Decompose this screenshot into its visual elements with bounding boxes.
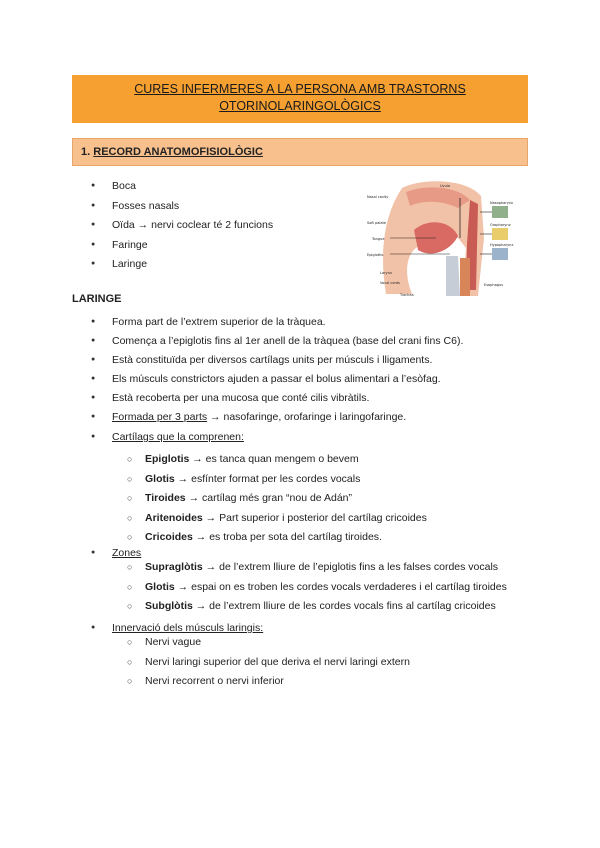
- list-item: ○ Nervi recorrent o nervi inferior: [145, 674, 410, 688]
- list-item: [145, 491, 427, 505]
- innervacio-sublist: [145, 635, 410, 688]
- list-item: ● Oïda → nervi coclear té 2 funcions: [112, 218, 273, 232]
- laringe-list: [112, 315, 463, 449]
- desc: → esfínter format per les cordes vocals: [174, 472, 361, 485]
- innervacio-list: [112, 621, 263, 635]
- list-item: ● Boca: [112, 179, 273, 193]
- label-trachea: Trachea: [400, 293, 414, 297]
- list-item: ● Faringe: [112, 238, 273, 252]
- label-vocal-cords: Vocal cords: [380, 281, 400, 285]
- desc: → es tanca quan mengem o bevem: [189, 453, 359, 465]
- term: Cricoides: [145, 531, 193, 543]
- list-item: [112, 410, 463, 424]
- list-item: ● Els músculs constrictors ajuden a passar el bolus alimentari a l’esòfag.: [112, 372, 463, 386]
- list-item: [145, 511, 427, 525]
- intro-list: [112, 179, 273, 271]
- term: Epiglotis: [145, 453, 190, 465]
- list-item: [112, 430, 463, 444]
- zones-label: Zones: [112, 547, 142, 559]
- section-header: [72, 138, 528, 166]
- term: Glotis: [145, 580, 175, 593]
- title-line-1: CURES INFERMERES A LA PERSONA AMB TRASTORNS: [134, 82, 466, 96]
- document-title: [72, 75, 528, 123]
- term: Tiroides: [145, 492, 186, 504]
- list-item: [112, 621, 263, 635]
- list-item: ○ Nervi vague: [145, 635, 410, 649]
- label-larynx: Larynx: [380, 271, 392, 275]
- nasopharynx-key: [492, 206, 508, 218]
- title-line-2: OTORINOLARINGOLÒGICS: [219, 99, 381, 113]
- term: Supraglòtis: [145, 561, 203, 573]
- label-soft-palate: Soft palate: [367, 221, 387, 225]
- zones-sublist: [145, 560, 507, 613]
- cartilags-list: [145, 452, 427, 544]
- hypopharynx-key: [492, 248, 508, 260]
- desc: → espai on es troben les cordes vocals verdaderes i el cartílag tiroides: [174, 580, 507, 593]
- oropharynx-key: [492, 228, 508, 240]
- desc: → es troba per sota del cartílag tiroides.: [192, 531, 382, 543]
- list-item: ○ Nervi laringi superior del que deriva el nervi laringi extern: [145, 655, 410, 669]
- list-item: ● Laringe: [112, 257, 273, 271]
- list-item: ● Està recoberta per una mucosa que conté cilis vibràtils.: [112, 391, 463, 405]
- innervacio-label: Innervació dels músculs laringis:: [112, 622, 264, 634]
- section-label: RECORD ANATOMOFISIOLÒGIC: [93, 146, 263, 158]
- desc: → Part superior i posterior del cartílag cricoides: [202, 511, 427, 524]
- desc: → de l’extrem lliure de les cordes vocals fins al cartílag cricoides: [192, 600, 496, 612]
- list-item: [145, 560, 507, 574]
- list-item: [145, 599, 507, 613]
- term: Subglòtis: [145, 600, 193, 612]
- formada-text: → nasofaringe, orofaringe i laringofaringe.: [207, 411, 407, 423]
- desc: → cartílag més gran “nou de Adán”: [185, 492, 352, 504]
- list-item: ● Fosses nasals: [112, 199, 273, 213]
- label-esophagus: Esophagus: [484, 283, 504, 287]
- label-uvula: Uvula: [440, 184, 450, 188]
- desc: → de l’extrem lliure de l’epiglotis fins a les falses cordes vocals: [202, 561, 499, 573]
- label-tongue: Tongue: [372, 237, 385, 241]
- formada-label: Formada per 3 parts: [112, 411, 208, 423]
- list-item: [145, 580, 507, 594]
- pharynx-anatomy-diagram: [366, 178, 528, 298]
- term: Glotis: [145, 472, 175, 485]
- label-oropharynx: Oropharynx: [490, 223, 511, 227]
- laringe-heading: LARINGE: [72, 293, 122, 305]
- list-item: [145, 452, 427, 466]
- zones-list: [112, 546, 141, 560]
- label-nasopharynx: Nasopharynx: [490, 201, 514, 205]
- section-number: 1.: [81, 146, 91, 158]
- cartilags-label: Cartílags que la comprenen:: [112, 431, 244, 443]
- list-item: [145, 530, 427, 544]
- list-item: [112, 546, 141, 560]
- label-nasal-cavity: Nasal cavity: [367, 195, 389, 199]
- term: Aritenoides: [145, 511, 203, 524]
- label-hypopharynx: Hypopharynx: [490, 243, 514, 247]
- list-item: ● Forma part de l’extrem superior de la tràquea.: [112, 315, 463, 329]
- list-item: ● Està constituïda per diversos cartílags units per músculs i lligaments.: [112, 353, 463, 367]
- list-item: ● Comença a l’epiglotis fins al 1er anell de la tràquea (base del crani fins C6).: [112, 334, 463, 348]
- label-epiglottis: Epiglottis: [367, 253, 384, 257]
- list-item: [145, 472, 427, 486]
